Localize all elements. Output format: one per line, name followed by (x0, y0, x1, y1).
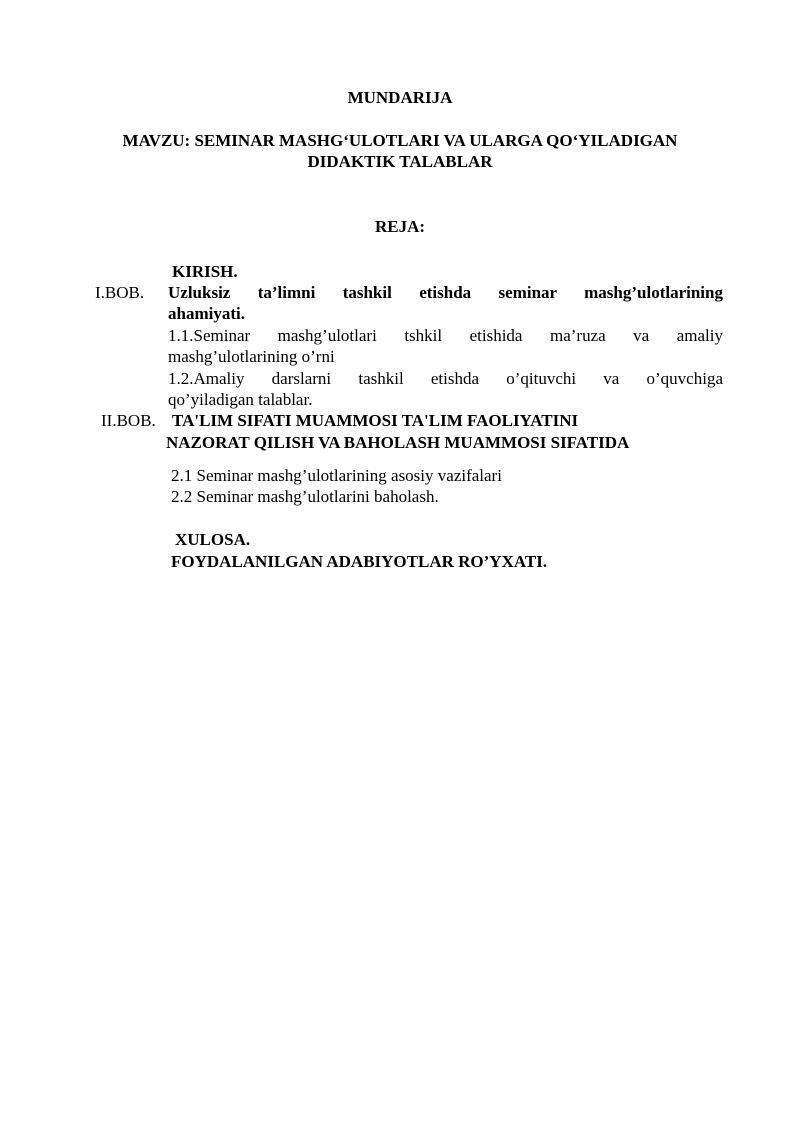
intro-heading: KIRISH. (172, 262, 238, 281)
section-2-1: 2.1 Seminar mashg’ulotlarining asosiy vazifalari (171, 466, 502, 485)
chapter1-title-line-2: ahamiyati. (168, 304, 245, 323)
chapter2-label: II.BOB. (101, 411, 156, 430)
conclusion-heading: XULOSA. (175, 530, 251, 549)
chapter2-title-line-1: TA'LIM SIFATI MUAMMOSI TA'LIM FAOLIYATINI (172, 411, 579, 430)
chapter2-title-line-2: NAZORAT QILISH VA BAHOLASH MUAMMOSI SIFATIDA (166, 433, 630, 452)
section-1-2-line-1: 1.2.Amaliy darslarni tashkil etishda o’qituvchi va o’quvchiga (168, 369, 723, 388)
section-1-1-line-1: 1.1.Seminar mashg’ulotlari tshkil etishida ma’ruza va amaliy (168, 326, 723, 345)
plan-title: REJA: (374, 217, 426, 236)
references-heading: FOYDALANILGAN ADABIYOTLAR RO’YXATI. (171, 552, 548, 571)
section-1-2-line-2: qo’yiladigan talablar. (168, 390, 313, 409)
chapter1-label: I.BOB. (95, 283, 145, 302)
chapter1-title-line-1: Uzluksiz ta’limni tashkil etishda seminar mashg’ulotlarining (168, 283, 723, 302)
page-heading: MUNDARIJA (347, 88, 453, 107)
topic-line-2: DIDAKTIK TALABLAR (307, 152, 493, 171)
section-2-2: 2.2 Seminar mashg’ulotlarini baholash. (171, 487, 439, 506)
section-1-1-line-2: mashg’ulotlarining o’rni (168, 347, 335, 366)
topic-line-1: MAVZU: SEMINAR MASHG‘ULOTLARI VA ULARGA QO‘YILADIGAN (122, 131, 678, 150)
